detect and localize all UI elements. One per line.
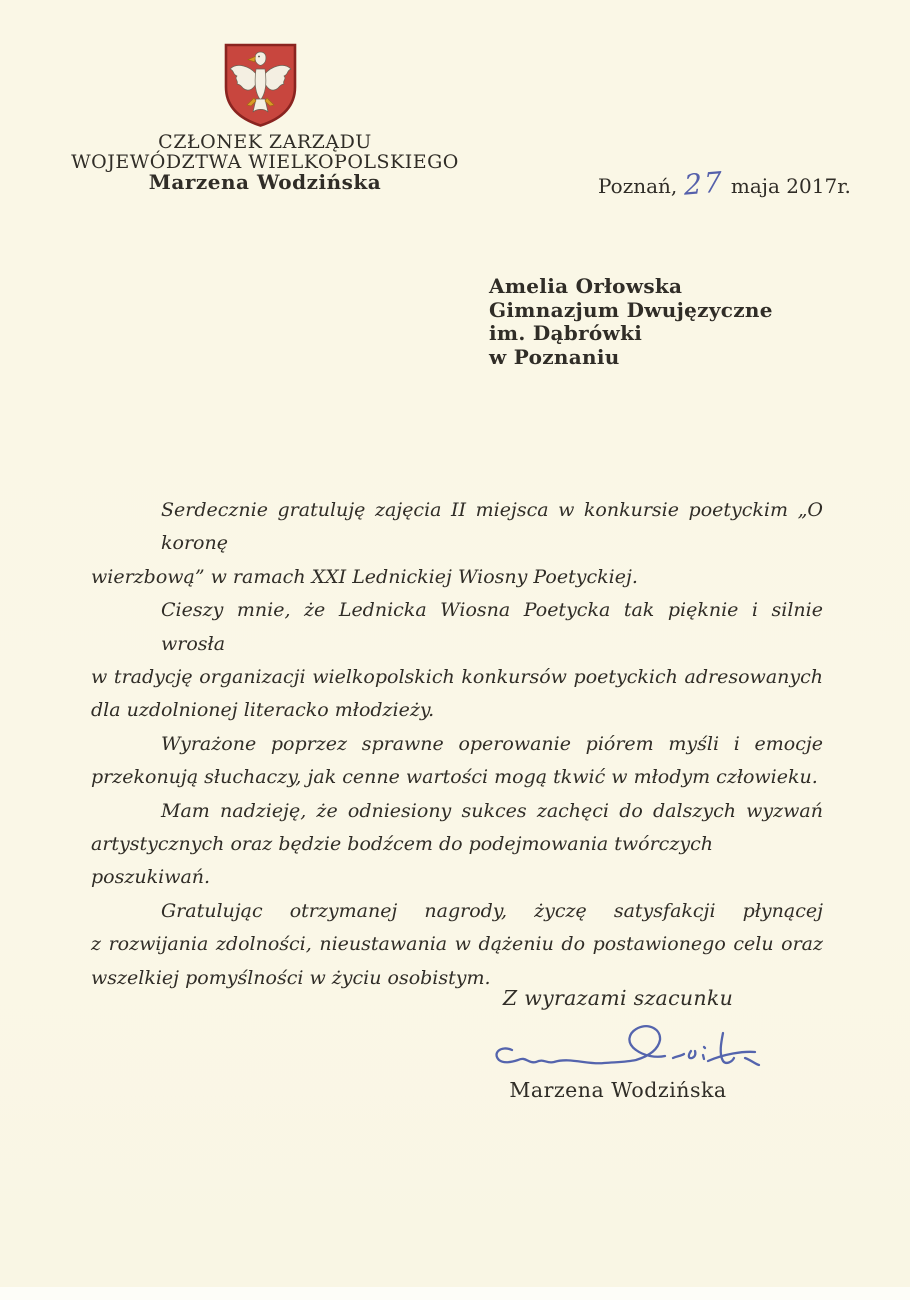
office-title-line1: CZŁONEK ZARZĄDU xyxy=(158,131,372,153)
closing-block xyxy=(437,986,799,1010)
body-line: Mam nadzieję, że odniesiony sukces zachęci do dalszych wyzwań xyxy=(161,799,823,822)
handwritten-day: 27 xyxy=(684,165,725,202)
body-line: przekonują słuchaczy, jak cenne wartości mogą tkwić w młodym człowieku. xyxy=(91,766,818,789)
body-line: wierzbową” w ramach XXI Lednickiej Wiosny Poetyckiej. xyxy=(91,565,638,588)
letterhead xyxy=(35,132,495,193)
recipient-school-patron: im. Dąbrówki xyxy=(489,321,643,345)
handwritten-signature-icon xyxy=(486,1020,766,1082)
recipient-school: Gimnazjum Dwujęzyczne xyxy=(489,297,773,322)
office-title-line2: WOJEWÓDZTWA WIELKOPOLSKIEGO xyxy=(71,151,459,173)
dateline-city: Poznań, xyxy=(598,174,678,198)
body-line: z rozwijania zdolności, nieustawania w dążeniu do postawionego celu oraz xyxy=(91,933,823,956)
closing-salutation: Z wyrazami szacunku xyxy=(502,986,734,1010)
scan-bottom-edge xyxy=(0,1287,910,1300)
body-line: Wyrażone poprzez sprawne operowanie piórem myśli i emocje xyxy=(161,732,823,755)
signed-name: Marzena Wodzińska xyxy=(509,1078,727,1102)
body-line: w tradycję organizacji wielkopolskich konkursów poetyckich adresowanych xyxy=(91,666,823,689)
dateline xyxy=(598,165,851,202)
body-line: wszelkiej pomyślności w życiu osobistym. xyxy=(91,966,491,989)
letter-body xyxy=(91,494,823,995)
recipient-name: Amelia Orłowska xyxy=(489,274,683,298)
recipient-city: w Poznaniu xyxy=(489,344,620,369)
body-line: artystycznych oraz będzie bodźcem do podejmowania twórczych poszukiwań. xyxy=(91,833,713,889)
body-line: Serdecznie gratuluję zajęcia II miejsca w konkursie poetyckim „O koronę xyxy=(161,499,823,555)
body-line: dla uzdolnionej literacko młodzieży. xyxy=(91,699,435,722)
body-line: Cieszy mnie, że Lednicka Wiosna Poetycka tak pięknie i silnie wrosła xyxy=(161,599,823,655)
body-line: Gratulując otrzymanej nagrody, życzę satysfakcji płynącej xyxy=(161,899,823,922)
dateline-rest: maja 2017r. xyxy=(730,174,851,198)
official-name: Marzena Wodzińska xyxy=(148,170,382,194)
wielkopolska-coat-of-arms-icon xyxy=(222,41,299,129)
recipient-address xyxy=(489,275,773,369)
